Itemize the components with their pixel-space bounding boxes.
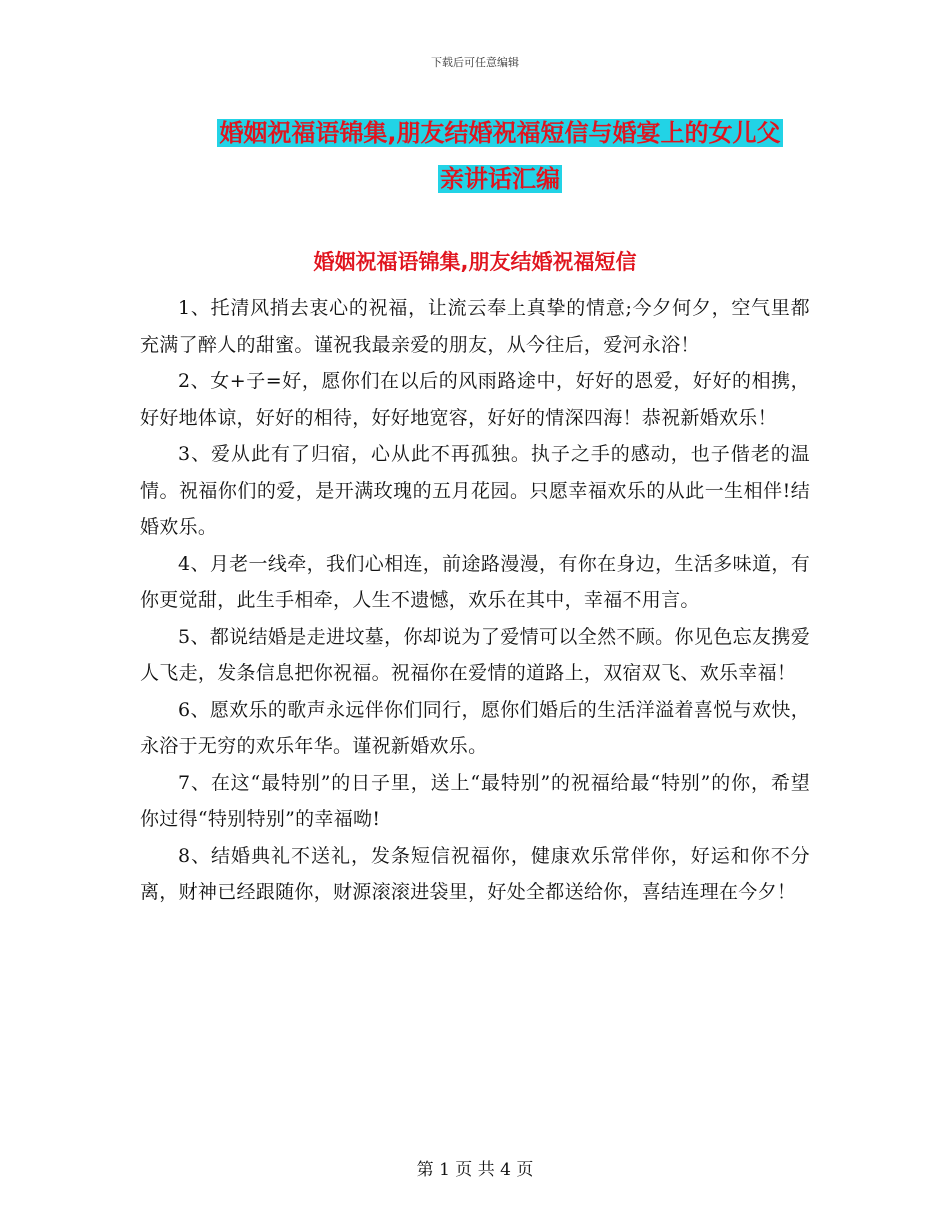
paragraph-2: 2、女+子=好，愿你们在以后的风雨路途中，好好的恩爱，好好的相携，好好地体谅，好好的相待，好好地宽容，好好的情深四海！恭祝新婚欢乐！ bbox=[140, 370, 810, 429]
document-body bbox=[140, 290, 810, 911]
page-footer: 第 1 页 共 4 页 bbox=[416, 1160, 534, 1180]
document-title bbox=[140, 110, 860, 202]
title-line-1: 婚姻祝福语锦集,朋友结婚祝福短信与婚宴上的女儿父 bbox=[219, 119, 781, 147]
paragraph-4: 4、月老一线牵，我们心相连，前途路漫漫，有你在身边，生活多味道，有你更觉甜，此生手相牵，人生不遗憾，欢乐在其中，幸福不用言。 bbox=[140, 552, 810, 611]
paragraph-3: 3、爱从此有了归宿，心从此不再孤独。执子之手的感动，也子偕老的温情。祝福你们的爱，是开满玫瑰的五月花园。只愿幸福欢乐的从此一生相伴!结婚欢乐。 bbox=[140, 443, 810, 538]
paragraph-7: 7、在这“最特别”的日子里，送上“最特别”的祝福给最“特别”的你，希望你过得“特别特别”的幸福呦! bbox=[140, 771, 810, 830]
header-note: 下载后可任意编辑 bbox=[431, 56, 519, 69]
paragraph-8: 8、结婚典礼不送礼，发条短信祝福你，健康欢乐常伴你，好运和你不分离，财神已经跟随你，财源滚滚进袋里，好处全都送给你，喜结连理在今夕！ bbox=[140, 844, 810, 903]
section-title: 婚姻祝福语锦集,朋友结婚祝福短信 bbox=[313, 250, 637, 274]
title-line-2: 亲讲话汇编 bbox=[440, 165, 560, 193]
paragraph-6: 6、愿欢乐的歌声永远伴你们同行，愿你们婚后的生活洋溢着喜悦与欢快，永浴于无穷的欢乐年华。谨祝新婚欢乐。 bbox=[140, 698, 810, 757]
paragraph-5: 5、都说结婚是走进坟墓，你却说为了爱情可以全然不顾。你见色忘友携爱人飞走，发条信息把你祝福。祝福你在爱情的道路上，双宿双飞、欢乐幸福！ bbox=[140, 625, 810, 684]
paragraph-1: 1、托清风捎去衷心的祝福，让流云奉上真挚的情意;今夕何夕，空气里都充满了醉人的甜蜜。谨祝我最亲爱的朋友，从今往后，爱河永浴！ bbox=[140, 297, 810, 356]
